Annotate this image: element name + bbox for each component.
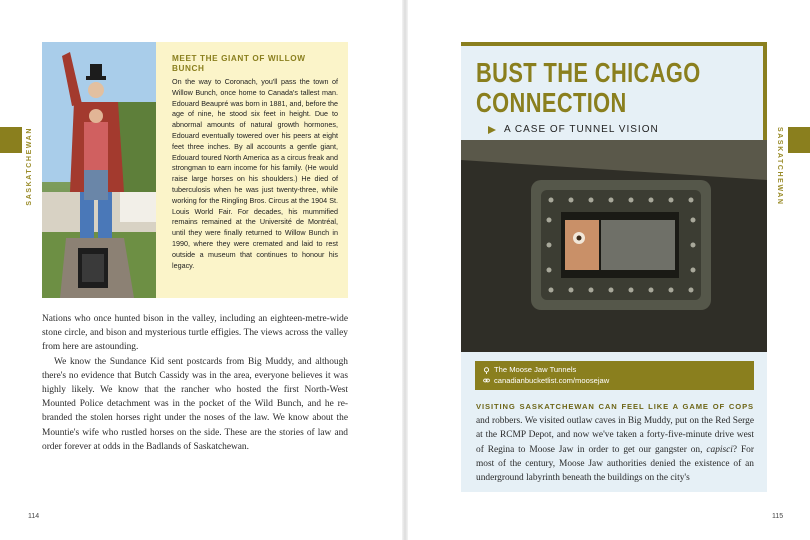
sidebar-title: MEET THE GIANT OF WILLOW BUNCH: [172, 54, 306, 73]
left-paragraph-1: Nations who once hunted bison in the valley, including an eighteen-metre-wide stone circle, and bison and mysterious turtle effigies. The views across the valley from here are astounding.: [42, 314, 348, 353]
page-number-right: 115: [772, 513, 784, 520]
body-end: ? For most of the century, Moose Jaw authorities denied the existence of an underground labyrinth beneath the buildings on the city's: [476, 444, 754, 484]
sidebar-box: [156, 42, 348, 298]
side-tab-left: [0, 127, 22, 153]
title-frame-side: [763, 42, 767, 140]
title-frame-top: [461, 42, 767, 46]
side-label-right: SASKATCHEWAN: [776, 127, 783, 206]
side-label-left: SASKATCHEWAN: [26, 127, 33, 206]
info-place: The Moose Jaw Tunnels: [494, 365, 577, 374]
article-title-line-2: CONNECTION: [476, 87, 627, 118]
body-italic: capisci: [706, 444, 733, 455]
page-number-left: 114: [28, 513, 40, 520]
sidebar-body: On the way to Coronach, you'll pass the town of Willow Bunch, once home to Canada's tallest man. Edouard Beaupré was born in 1881, and, before the age of nine, he stood six feet in height. Due to abnormal amounts of natural growth hormones, Edouard eventually towered over his peers at eight feet three inches. By all accounts a gentle giant, Edouard toured North America as a circus freak and strongman to earn income for his family. (He would raise large horses on his shoulders.) He died of tuberculosis when he was just twenty-three, while working for the Ringling Bros. Circus at the 1904 St. Louis World Fair. For decades, his mummified remains remained at the Université de Montréal, until they were finally returned to Willow Bunch in 1990, where they were cremated and laid to rest outside a museum that continues to honour his legacy.: [172, 77, 338, 270]
body-text: and robbers. We visited outlaw caves in Big Muddy, put on the Red Serge at the RCMP Depot, and now we've taken a forty-five-minute drive west of Regina to Moose Jaw in order to get our gangster on,: [476, 416, 754, 455]
location-pin-icon: [483, 367, 490, 374]
tunnel-window-photo: [461, 140, 767, 352]
info-link[interactable]: canadianbucketlist.com/moosejaw: [494, 375, 610, 385]
arrow-right-icon: [488, 126, 496, 134]
left-paragraph-2: We know the Sundance Kid sent postcards from Big Muddy, and although there's no evidence that Butch Cassidy was in the area, everyone believes it was highly likely. We know that the rancher who hosted the first North-West Mounted Police detachment was in the pocket of the Wild Bunch, and he re-branded the stolen horses right under the noses of the law. We know about the Mountie's wife who rustled horses on the side. These are the stories of law and order forever at odds in the Badlands of Saskatchewan.: [42, 356, 348, 452]
article-subtitle: A CASE OF TUNNEL VISION: [504, 124, 659, 135]
book-gutter: [402, 0, 408, 540]
right-body-text: [476, 400, 754, 485]
article-title: [476, 57, 701, 118]
link-icon: [483, 377, 490, 384]
left-body-text: [42, 312, 348, 454]
info-bar: [475, 361, 754, 390]
side-tab-right: [788, 127, 810, 153]
giant-statue-photo: [42, 42, 156, 298]
subtitle-row: [488, 124, 659, 135]
info-place-row: [483, 365, 746, 376]
info-link-row[interactable]: [483, 376, 746, 387]
lead-caps: VISITING SASKATCHEWAN CAN FEEL LIKE A GAME OF COPS: [476, 402, 754, 411]
article-title-line-1: BUST THE CHICAGO: [476, 57, 701, 88]
